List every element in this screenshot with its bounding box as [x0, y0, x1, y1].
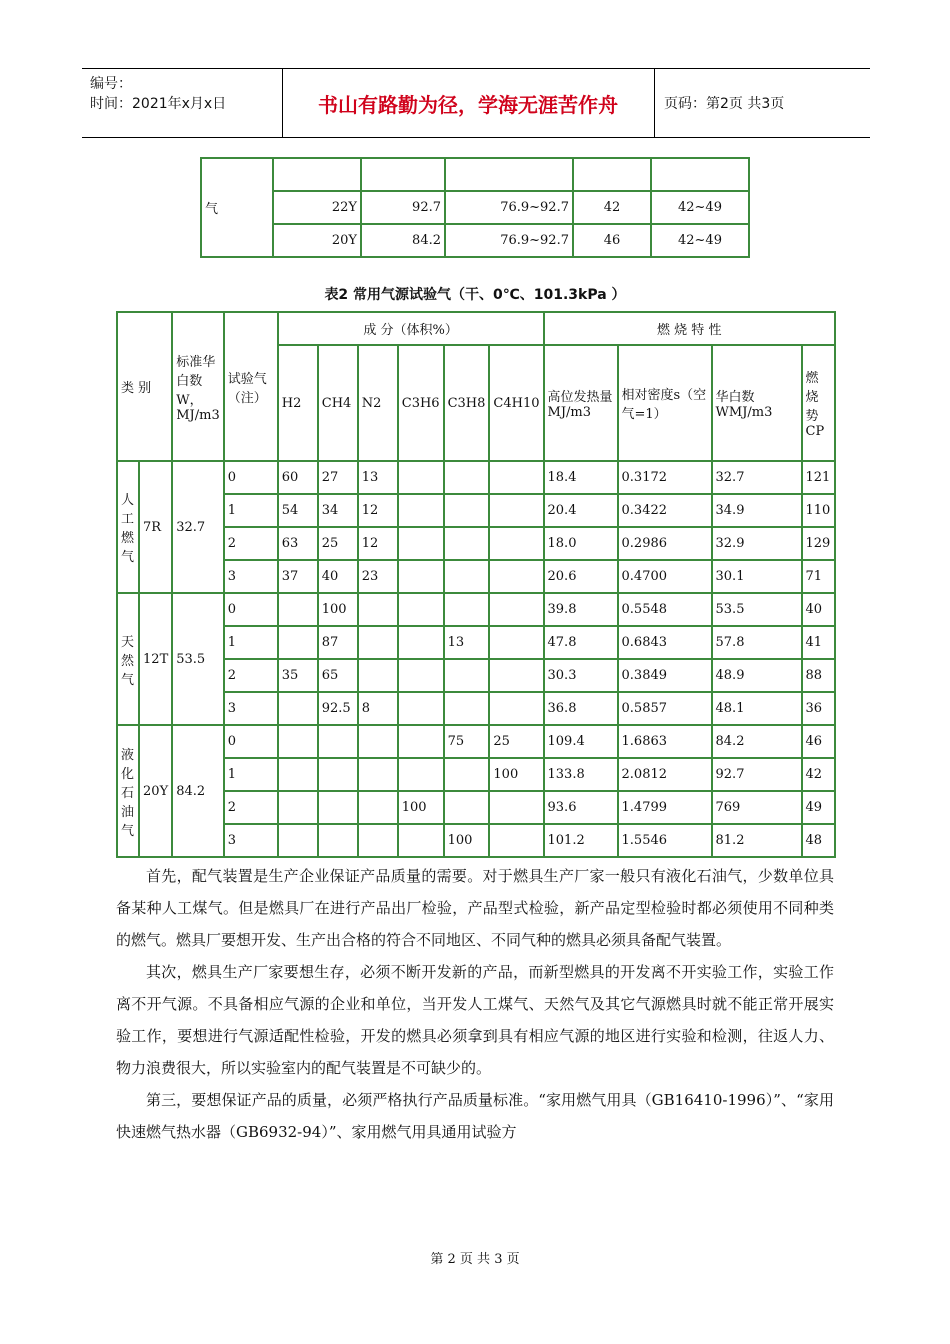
table-cell: 2: [225, 660, 277, 691]
table-2: [116, 311, 836, 858]
table-row: [202, 159, 748, 190]
header-composition: 成 分（体积%）: [279, 313, 543, 344]
table-cell: 27: [319, 462, 357, 493]
table-row: [118, 594, 834, 625]
table-cell: 25: [490, 726, 542, 757]
table-cell: 81.2: [713, 825, 801, 856]
table-cell: 92.7: [713, 759, 801, 790]
table-cell: [574, 159, 650, 190]
table-cell: 42~49: [652, 192, 748, 223]
table-cell: 39.8: [545, 594, 617, 625]
table-cell: 110: [803, 495, 834, 526]
table-cell: 1.5546: [619, 825, 711, 856]
table-cell: [359, 594, 397, 625]
table-cell: [445, 528, 489, 559]
table-cell: 47.8: [545, 627, 617, 658]
table-cell: [399, 528, 443, 559]
table-cell: 8: [359, 693, 397, 724]
table-cell: [399, 693, 443, 724]
table-cell: 34: [319, 495, 357, 526]
table-cell: 2: [225, 528, 277, 559]
table-cell: [359, 759, 397, 790]
table-cell: [359, 627, 397, 658]
table-cell: 84.2: [362, 225, 444, 256]
table-cell: [445, 792, 489, 823]
table-cell: 54: [279, 495, 317, 526]
table-cell: 49: [803, 792, 834, 823]
table-cell: [279, 726, 317, 757]
table-row: [118, 693, 834, 724]
table-cell: [490, 495, 542, 526]
table-cell: [445, 561, 489, 592]
header-test-gas: 试验气（注）: [225, 313, 277, 460]
group-name: 人工燃气: [118, 462, 138, 592]
table-cell: 0.3849: [619, 660, 711, 691]
table-cell: 84.2: [713, 726, 801, 757]
table-row: [118, 792, 834, 823]
header-n2: N2: [359, 346, 397, 460]
table-cell: [399, 825, 443, 856]
table-cell: 12: [359, 495, 397, 526]
header-cp: 燃烧势CP: [803, 346, 834, 460]
table-cell: 48.1: [713, 693, 801, 724]
table-cell: 36: [803, 693, 834, 724]
number-label: 编号：: [90, 76, 132, 92]
body-text: [116, 860, 834, 1148]
table-cell: 13: [359, 462, 397, 493]
table-cell: 0: [225, 726, 277, 757]
table-cell: 0.3422: [619, 495, 711, 526]
table-cell: [490, 792, 542, 823]
table-cell: 42: [803, 759, 834, 790]
table-cell: [319, 825, 357, 856]
table-cell: [279, 594, 317, 625]
table-cell: 48: [803, 825, 834, 856]
table-cell: 40: [319, 561, 357, 592]
table-cell: 42: [574, 192, 650, 223]
table-row: [118, 462, 834, 493]
table-cell: 100: [319, 594, 357, 625]
header-c3h8: C3H8: [445, 346, 489, 460]
table-cell: [359, 825, 397, 856]
table-cell: 48.9: [713, 660, 801, 691]
table-cell: [399, 462, 443, 493]
table-cell: 41: [803, 627, 834, 658]
table-cell: 42~49: [652, 225, 748, 256]
header-h2: H2: [279, 346, 317, 460]
header-hhv: 高位发热量MJ/m3: [545, 346, 617, 460]
page-footer: 第 2 页 共 3 页: [430, 1252, 520, 1267]
table-cell: 60: [279, 462, 317, 493]
table-cell: [490, 660, 542, 691]
table-cell: [362, 159, 444, 190]
table-cell: 109.4: [545, 726, 617, 757]
group-code: 20Y: [140, 726, 171, 856]
group-code: 12T: [140, 594, 171, 724]
table-cell: 12: [359, 528, 397, 559]
table-2-body: [118, 462, 834, 856]
table-cell: [652, 159, 748, 190]
table-cell: [359, 726, 397, 757]
table-cell: [445, 462, 489, 493]
header-motto: 书山有路勤为径，学海无涯苦作舟: [282, 69, 655, 137]
table-row: [118, 759, 834, 790]
table-header-row: [118, 313, 834, 344]
table-cell: 37: [279, 561, 317, 592]
table-cell: 93.6: [545, 792, 617, 823]
table-cell: [399, 726, 443, 757]
table-cell: 0.2986: [619, 528, 711, 559]
table-cell: 20.6: [545, 561, 617, 592]
table-cell: 18.0: [545, 528, 617, 559]
table-cell: [359, 792, 397, 823]
table-cell: 2.0812: [619, 759, 711, 790]
table-cell: 30.3: [545, 660, 617, 691]
table-cell: [359, 660, 397, 691]
table-cell: 57.8: [713, 627, 801, 658]
table-cell: [445, 594, 489, 625]
table-cell: [274, 159, 360, 190]
table-cell: 46: [803, 726, 834, 757]
table-cell: [490, 462, 542, 493]
table-cell: [490, 627, 542, 658]
table-cell: [399, 594, 443, 625]
table-cell: 92.5: [319, 693, 357, 724]
table-cell: 0.6843: [619, 627, 711, 658]
table-row: [118, 660, 834, 691]
header-rel-density: 相对密度s（空气=1）: [619, 346, 711, 460]
table-cell: 0.5548: [619, 594, 711, 625]
table-1-continued: [200, 157, 750, 258]
page-header: [82, 68, 870, 138]
table-cell: 13: [445, 627, 489, 658]
table-cell: [445, 660, 489, 691]
table-cell: 129: [803, 528, 834, 559]
table-cell: 76.9~92.7: [446, 225, 572, 256]
table-row: [118, 528, 834, 559]
table-row: [118, 825, 834, 856]
table-cell: 76.9~92.7: [446, 192, 572, 223]
table-cell: [490, 693, 542, 724]
header-meta: [82, 69, 283, 137]
table-cell: 1: [225, 627, 277, 658]
table-cell: 101.2: [545, 825, 617, 856]
table-row: [118, 561, 834, 592]
header-wobbe: 华白数WMJ/m3: [713, 346, 801, 460]
group-wobbe-std: 32.7: [173, 462, 223, 592]
table-cell: 20.4: [545, 495, 617, 526]
table-cell: 133.8: [545, 759, 617, 790]
table-cell: 75: [445, 726, 489, 757]
table-cell: 20Y: [274, 225, 360, 256]
group-code: 7R: [140, 462, 171, 592]
table-cell: [279, 759, 317, 790]
table-cell: 65: [319, 660, 357, 691]
table-cell: 46: [574, 225, 650, 256]
table-cell: 22Y: [274, 192, 360, 223]
table-cell: 87: [319, 627, 357, 658]
table-cell: 0.4700: [619, 561, 711, 592]
table-cell: [319, 726, 357, 757]
table-cell: [279, 693, 317, 724]
table-cell: [399, 561, 443, 592]
paragraph: 第三，要想保证产品的质量，必须严格执行产品质量标准。“家用燃气用具（GB16410-1996）”、“家用快速燃气热水器（GB6932-94）”、家用燃气用具通用试验方: [116, 1091, 834, 1141]
table-cell: 2: [225, 792, 277, 823]
table-cell: [279, 792, 317, 823]
table-row: [118, 627, 834, 658]
group-name: 液化石油气: [118, 726, 138, 856]
table-cell: [445, 495, 489, 526]
header-c4h10: C4H10: [490, 346, 542, 460]
table-cell: 0: [225, 462, 277, 493]
table-cell: 3: [225, 825, 277, 856]
table-cell: 34.9: [713, 495, 801, 526]
table-cell: 1: [225, 759, 277, 790]
table-cell: [490, 594, 542, 625]
table-cell: 32.9: [713, 528, 801, 559]
header-category: 类 别: [118, 313, 171, 460]
table-cell: 92.7: [362, 192, 444, 223]
table-row: [118, 726, 834, 757]
paragraph: 首先，配气装置是生产企业保证产品质量的需要。对于燃具生产厂家一般只有液化石油气，少数单位具备某种人工煤气。但是燃具厂在进行产品出厂检验，产品型式检验，新产品定型检验时都必须使用不同种类的燃气。燃具厂要想开发、生产出合格的符合不同地区、不同气种的燃具必须具备配气装置。: [116, 867, 834, 949]
table-cell: [490, 825, 542, 856]
table-cell: 0: [225, 594, 277, 625]
table-cell: 23: [359, 561, 397, 592]
table-cell: 71: [803, 561, 834, 592]
group-wobbe-std: 84.2: [173, 726, 223, 856]
table-cell: [399, 660, 443, 691]
paragraph: 其次，燃具生产厂家要想生存，必须不断开发新的产品，而新型燃具的开发离不开实验工作，实验工作离不开气源。不具备相应气源的企业和单位，当开发人工煤气、天然气及其它气源燃具时就不能正常开展实验工作，要想进行气源适配性检验，开发的燃具必须拿到具有相应气源的地区进行实验和检测，往返人力、物力浪费很大，所以实验室内的配气装置是不可缺少的。: [116, 963, 834, 1077]
table-cell: 18.4: [545, 462, 617, 493]
table-cell: 100: [445, 825, 489, 856]
header-c3h6: C3H6: [399, 346, 443, 460]
table-cell: 1.6863: [619, 726, 711, 757]
table-cell: 0.5857: [619, 693, 711, 724]
table-cell: 1.4799: [619, 792, 711, 823]
header-wobbe-std: 标准华白数W，MJ/m3: [173, 313, 223, 460]
table-cell: [490, 528, 542, 559]
table-cell: [445, 759, 489, 790]
table-cell: 3: [225, 561, 277, 592]
table-cell: 0.3172: [619, 462, 711, 493]
table-cell: 100: [399, 792, 443, 823]
table-cell: 53.5: [713, 594, 801, 625]
table1-category: 气: [202, 159, 272, 256]
table-cell: [279, 825, 317, 856]
table-row: [202, 192, 748, 223]
table-cell: [399, 627, 443, 658]
table-cell: 32.7: [713, 462, 801, 493]
group-name: 天然气: [118, 594, 138, 724]
table-cell: 36.8: [545, 693, 617, 724]
page-number-label: 页码：第2页 共3页: [664, 96, 785, 112]
time-label: 时间：2021年x月x日: [90, 96, 227, 112]
table-cell: 40: [803, 594, 834, 625]
header-ch4: CH4: [319, 346, 357, 460]
table-cell: 121: [803, 462, 834, 493]
table-cell: [445, 693, 489, 724]
table-2-caption: 表2 常用气源试验气（干、0℃、101.3kPa ）: [324, 287, 626, 303]
table-cell: [279, 627, 317, 658]
table-row: [202, 225, 748, 256]
table-cell: 25: [319, 528, 357, 559]
table-cell: [490, 561, 542, 592]
table-cell: [399, 495, 443, 526]
table-cell: 100: [490, 759, 542, 790]
table-cell: 63: [279, 528, 317, 559]
table-row: [118, 495, 834, 526]
table-cell: [446, 159, 572, 190]
table-cell: 769: [713, 792, 801, 823]
table-cell: 1: [225, 495, 277, 526]
table-cell: [319, 792, 357, 823]
table-cell: [319, 759, 357, 790]
header-combustion: 燃 烧 特 性: [545, 313, 834, 344]
table-cell: 35: [279, 660, 317, 691]
table-cell: [399, 759, 443, 790]
table-cell: 30.1: [713, 561, 801, 592]
table-cell: 88: [803, 660, 834, 691]
table-cell: 3: [225, 693, 277, 724]
group-wobbe-std: 53.5: [173, 594, 223, 724]
